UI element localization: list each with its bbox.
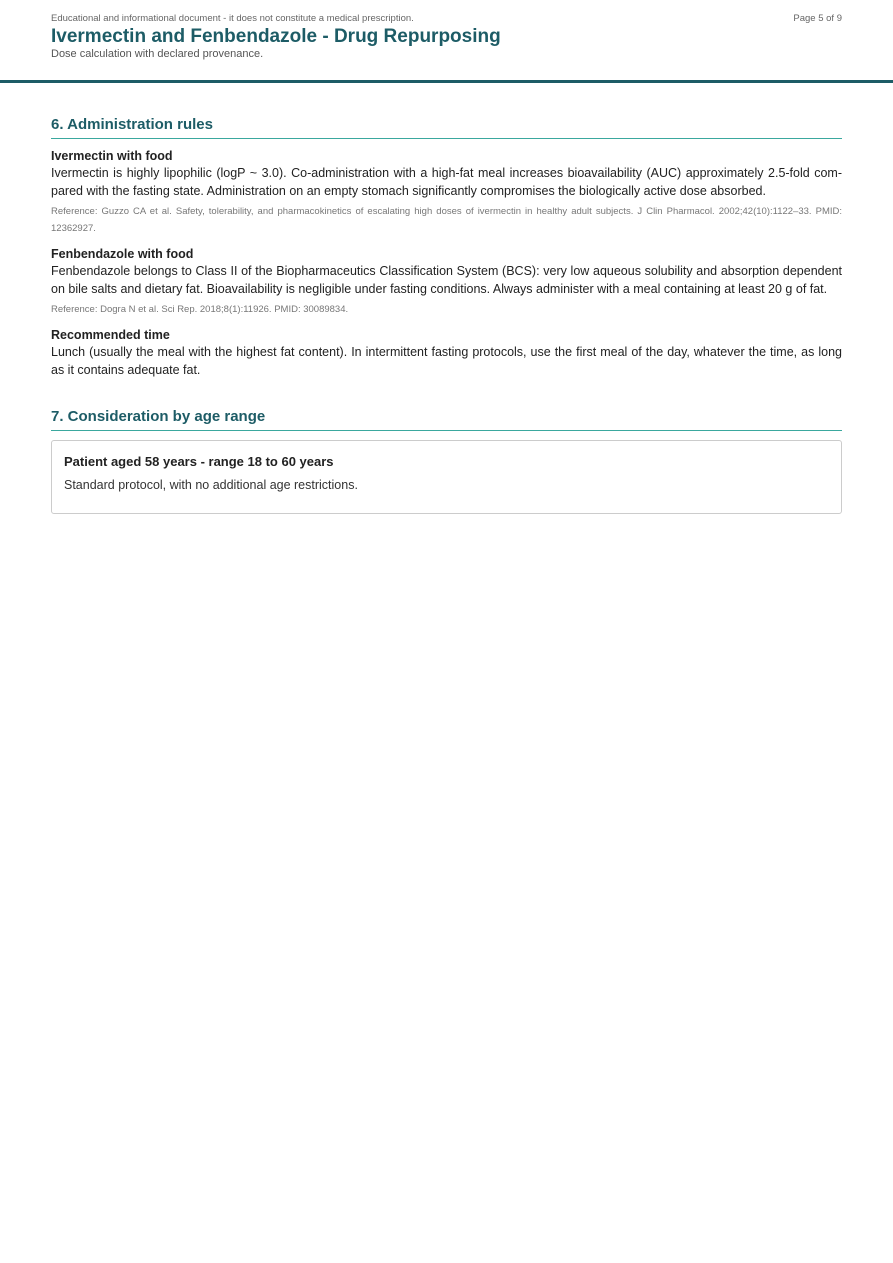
- block-title: Recommended time: [51, 328, 170, 342]
- block-title: Fenbendazole with food: [51, 247, 194, 261]
- document-subtitle: Dose calculation with declared provenance.: [51, 48, 264, 60]
- ivermectin-food-block: [51, 148, 842, 237]
- section-age-range: [51, 408, 842, 514]
- block-title: Ivermectin with food: [51, 149, 173, 163]
- disclaimer-text: Educational and informational document - it does not constitute a medical prescription.: [51, 13, 414, 24]
- fenbendazole-food-block: [51, 246, 842, 318]
- age-box-text: Standard protocol, with no additional age restrictions.: [64, 478, 358, 492]
- recommended-time-block: [51, 327, 842, 379]
- age-box-title: Patient aged 58 years - range 18 to 60 years: [64, 454, 334, 469]
- document-body: [51, 116, 842, 514]
- block-text: Ivermectin is highly lipophilic (logP ~ 3.0). Co-administration with a high-fat meal increases bioavailability (AUC) approximately 2.5-fold com- pared with the fasting state. Administration on an empty stomach significantly compromises the biologically active dose absorbed.: [51, 166, 842, 198]
- block-text: Fenbendazole belongs to Class II of the Biopharmaceutics Classification System (BCS): very low aqueous solubility and absorption dependent on bile salts and dietary fat. Bioavailability is negligible under fasting conditions. Always administer with a meal containing at least 20 g of fat.: [51, 264, 842, 296]
- section-heading: 6. Administration rules: [51, 116, 842, 139]
- block-text: Lunch (usually the meal with the highest fat content). In intermittent fasting protocols, use the first meal of the day, whatever the time, as long as it contains adequate fat.: [51, 345, 842, 377]
- age-info-box: [51, 440, 842, 514]
- page-header: [0, 0, 893, 83]
- section-heading: 7. Consideration by age range: [51, 408, 842, 431]
- reference-text: Reference: Dogra N et al. Sci Rep. 2018;8(1):11926. PMID: 30089834.: [51, 304, 349, 315]
- section-administration-rules: [51, 116, 842, 379]
- page-number: Page 5 of 9: [793, 13, 842, 24]
- reference-text: Reference: Guzzo CA et al. Safety, tolerability, and pharmacokinetics of escalating high doses of ivermectin in healthy adult subjects. J Clin Pharmacol. 2002;42(10):1122–33. PMID: 12362927.: [51, 206, 842, 234]
- document-title: Ivermectin and Fenbendazole - Drug Repurposing: [51, 26, 501, 47]
